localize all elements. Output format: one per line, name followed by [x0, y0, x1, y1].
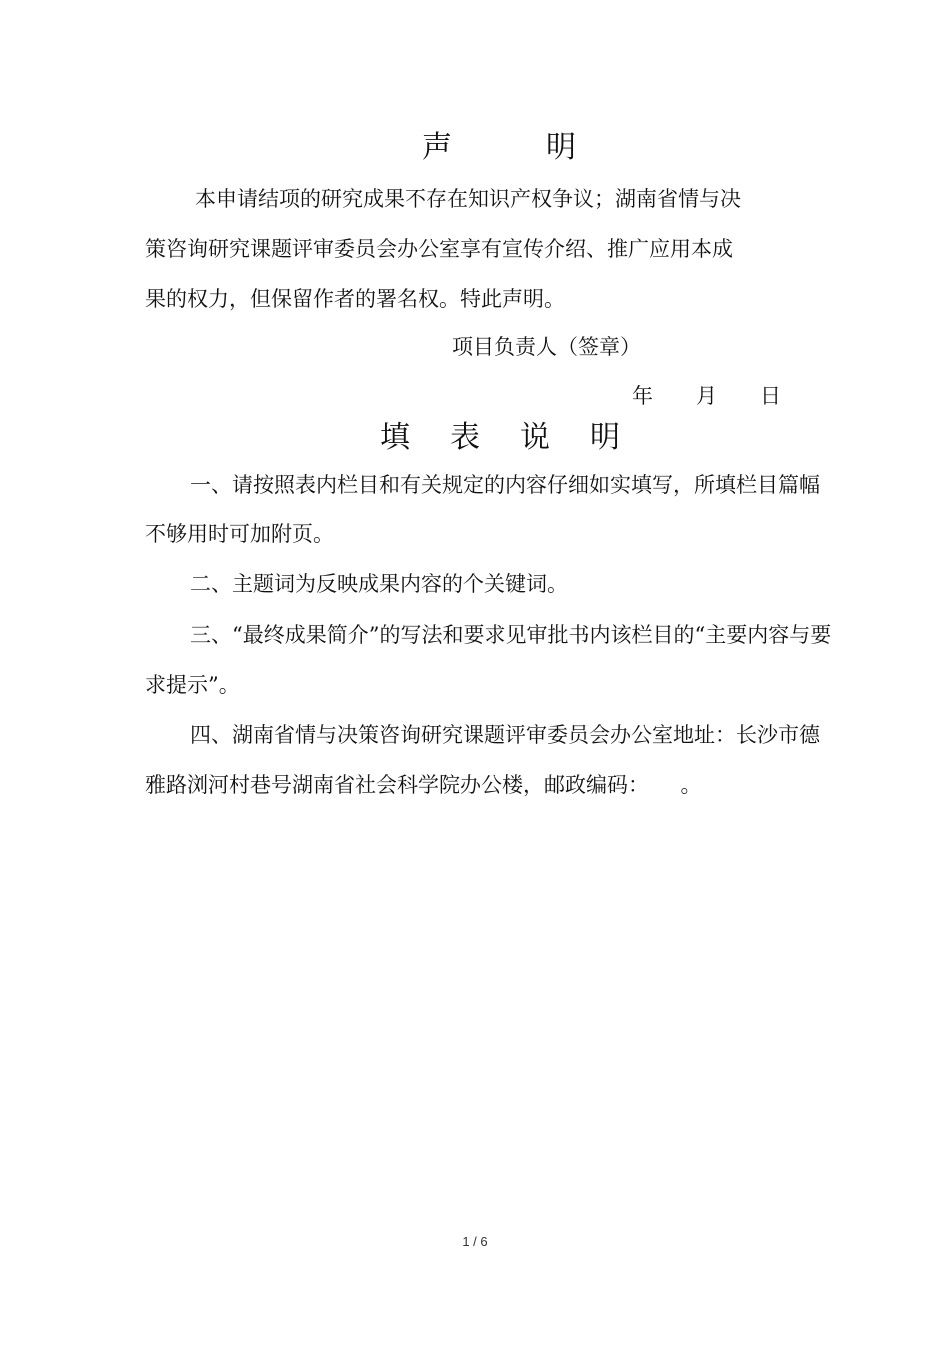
instructions-title [0, 418, 950, 458]
instruction-item-line: 雅路浏河村巷号湖南省社会科学院办公楼，邮政编码： 。 [145, 773, 702, 797]
declaration-paragraph-line: 策咨询研究课题评审委员会办公室享有宣传介绍、推广应用本成 [145, 237, 733, 261]
date-line [0, 381, 950, 411]
declaration-paragraph-line: 果的权力，但保留作者的署名权。特此声明。 [145, 287, 565, 311]
instructions-title-char: 表 [450, 420, 480, 455]
date-year-label: 年 [632, 384, 653, 408]
date-day-label: 日 [760, 384, 781, 408]
instruction-item-line: 三、“最终成果简介”的写法和要求见审批书内该栏目的“主要内容与要 [190, 623, 832, 647]
page-number: 1 / 6 [462, 1234, 488, 1249]
declaration-paragraph-line: 本申请结项的研究成果不存在知识产权争议；湖南省情与决 [195, 187, 741, 211]
instructions-title-char: 说 [520, 420, 550, 455]
instruction-item-line: 求提示”。 [145, 673, 240, 697]
instructions-title-char: 明 [590, 420, 620, 455]
declaration-title [0, 128, 950, 168]
declaration-title-char: 声 [422, 130, 452, 165]
date-month-label: 月 [696, 384, 717, 408]
signature-label: 项目负责人（签章） [452, 335, 641, 359]
instructions-title-char: 填 [380, 420, 410, 455]
instruction-item-line: 四、湖南省情与决策咨询研究课题评审委员会办公室地址：长沙市德 [190, 723, 820, 747]
declaration-title-char: 明 [546, 130, 576, 165]
instruction-item-line: 一、请按照表内栏目和有关规定的内容仔细如实填写，所填栏目篇幅 [190, 473, 820, 497]
instruction-item-line: 不够用时可加附页。 [145, 522, 334, 546]
instruction-item-line: 二、主题词为反映成果内容的个关键词。 [190, 572, 568, 596]
